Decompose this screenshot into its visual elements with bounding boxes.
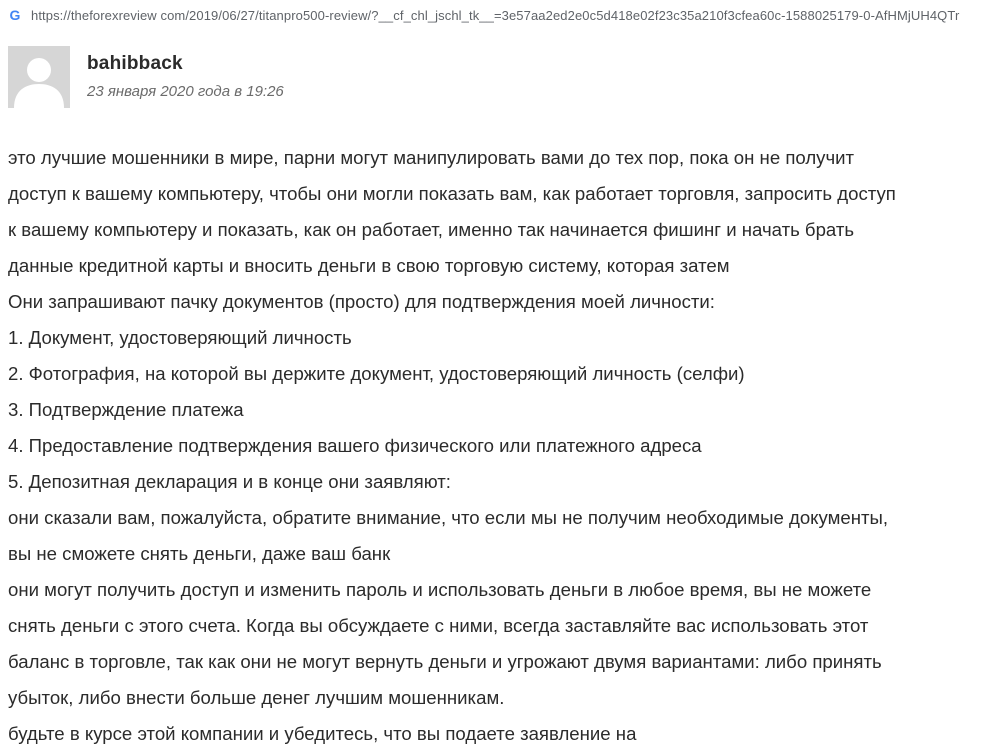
default-avatar-icon [8, 46, 70, 108]
comment-author[interactable]: bahibback [87, 53, 183, 74]
comment-line: 1. Документ, удостоверяющий личность [8, 327, 352, 348]
comment-line: это лучшие мошенники в мире, парни могут манипулировать вами до тех пор, пока он не получит [8, 147, 855, 168]
comment-line: к вашему компьютеру и показать, как он работает, именно так начинается фишинг и начать брать [8, 219, 855, 240]
comment-line: 5. Депозитная декларация и в конце они заявляют: [8, 471, 451, 492]
comment-date[interactable]: 23 января 2020 года в 19:26 [87, 83, 284, 100]
comment-line: будьте в курсе этой компании и убедитесь, что вы подаете заявление на [8, 723, 637, 744]
comment-body [8, 140, 1000, 745]
comment-line: доступ к вашему компьютеру, чтобы они могли показать вам, как работает торговля, запросить доступ [8, 183, 896, 204]
comment-line: они сказали вам, пожалуйста, обратите внимание, что если мы не получим необходимые документы, [8, 507, 889, 528]
avatar [8, 46, 70, 108]
google-favicon-icon: G [9, 7, 21, 23]
comment-line: данные кредитной карты и вносить деньги в свою торговую систему, которая затем [8, 255, 730, 276]
address-bar[interactable] [0, 0, 1000, 30]
comment-line: убыток, либо внести больше денег лучшим мошенникам. [8, 687, 505, 708]
comment-line: баланс в торговле, так как они не могут вернуть деньги и угрожают двумя вариантами: либо принять [8, 651, 882, 672]
comment-line: Они запрашивают пачку документов (просто) для подтверждения моей личности: [8, 291, 715, 312]
comment-line: 2. Фотография, на которой вы держите документ, удостоверяющий личность (селфи) [8, 363, 745, 384]
comment-line: 4. Предоставление подтверждения вашего физического или платежного адреса [8, 435, 702, 456]
comment-line: снять деньги с этого счета. Когда вы обсуждаете с ними, всегда заставляйте вас использовать этот [8, 615, 869, 636]
comment-line: они могут получить доступ и изменить пароль и использовать деньги в любое время, вы не можете [8, 579, 872, 600]
url-text[interactable]: https://theforexreview com/2019/06/27/titanpro500-review/?__cf_chl_jschl_tk__=3e57aa2ed2e0c5d418e02f23c35a210f3cfea60c-1588025179-0-AfHMjUH4QTr [31, 7, 960, 23]
comment-line: 3. Подтверждение платежа [8, 399, 244, 420]
comment-line: вы не сможете снять деньги, даже ваш банк [8, 543, 391, 564]
